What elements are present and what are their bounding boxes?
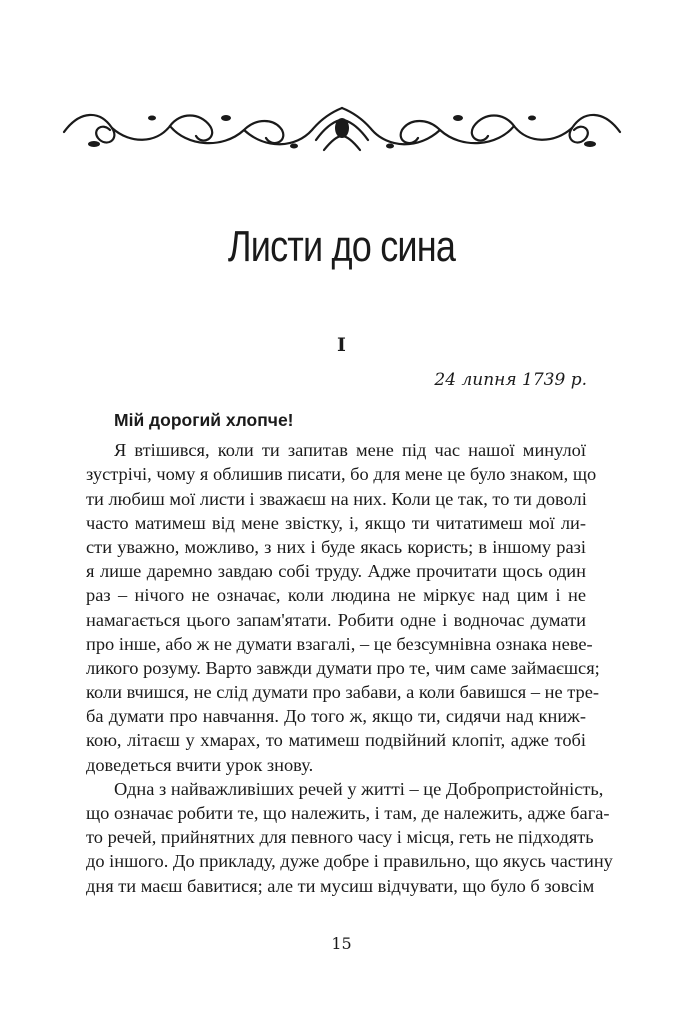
text-line: раз – нічого не означає, коли людина не міркує над цим і не — [86, 585, 586, 606]
text-line: дня ти маєш бавитися; але ти мусиш відчувати, що було б зовсім — [86, 875, 595, 896]
text-line: кою, літаєш у хмарах, то матимеш подвійний клопіт, адже тобі — [86, 730, 586, 751]
text-line: ти любиш мої листи і зважаєш на них. Коли це так, то ти доволі — [86, 488, 587, 509]
text-line: то речей, прийнятних для певного часу і місця, геть не підходять — [86, 827, 594, 848]
text-line: коли вчишся, не слід думати про забави, а коли бавишся – не тре- — [86, 682, 600, 703]
salutation: Мій дорогий хлопче! — [114, 410, 294, 430]
paragraph-1 — [86, 438, 600, 777]
text-line: до іншого. До прикладу, дуже добре і правильно, що якусь частину — [86, 851, 613, 872]
text-line: ба думати про навчання. До того ж, якщо ти, сидячи над книж- — [86, 706, 586, 727]
text-line: доведеться вчити урок знову. — [86, 754, 314, 775]
text-line: що означає робити те, що належить, і там, де належить, адже бага- — [86, 803, 610, 824]
letter-body — [86, 408, 613, 898]
chapter-number: I — [337, 334, 346, 356]
letter-date: 24 липня 1739 р. — [434, 370, 587, 390]
text-line: намагається цього запам'ятати. Робити одне і водночас думати — [86, 609, 586, 630]
text-line: ликого розуму. Варто завжди думати про те, чим саме займаєшся; — [86, 657, 600, 678]
text-line: я лише даремно завдаю собі труду. Адже прочитати щось один — [86, 561, 586, 582]
page-title: Листи до сина — [227, 222, 456, 271]
ornamental-header-icon — [60, 100, 624, 160]
text-line: про інше, або ж не думати взагалі, – це безсумнівна ознака неве- — [86, 633, 593, 654]
text-line: часто матимеш від мене звістку, і, якщо ти читатимеш мої ли- — [86, 512, 586, 533]
text-line: Я втішився, коли ти запитав мене під час нашої минулої — [114, 440, 586, 461]
text-line: Одна з найважливіших речей у житті – це Добропристойність, — [114, 778, 604, 799]
page-number: 15 — [331, 934, 352, 953]
text-line: зустрічі, чому я облишив писати, бо для мене це було знаком, що — [86, 464, 597, 485]
text-line: сти уважно, можливо, з них і буде якась користь; в іншому разі — [86, 536, 586, 557]
paragraph-2 — [86, 777, 613, 898]
